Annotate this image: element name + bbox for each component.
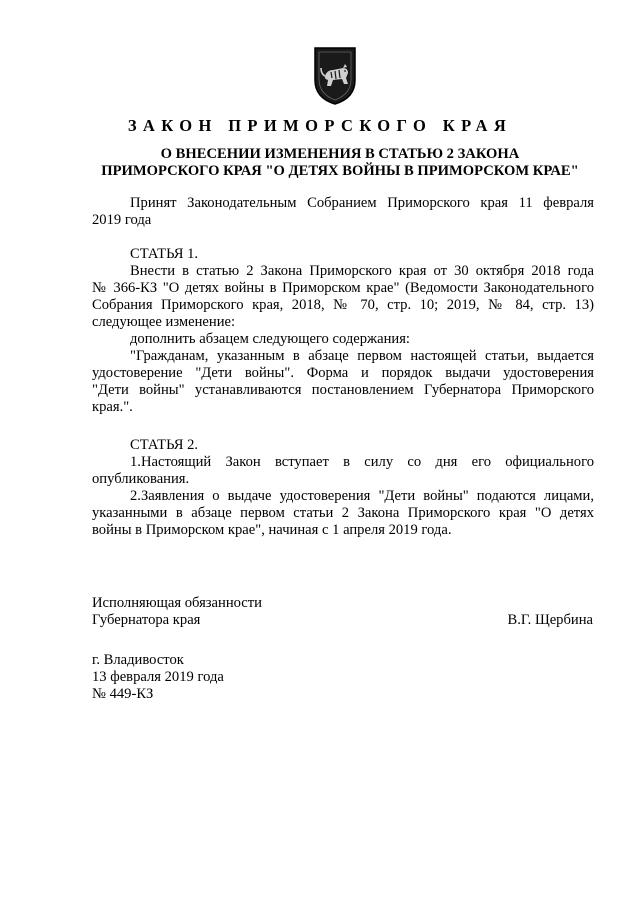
subtitle-line: О ВНЕСЕНИИ ИЗМЕНЕНИЯ В СТАТЬЮ 2 ЗАКОНА xyxy=(160,146,520,162)
article-text-line: края.". xyxy=(92,399,133,415)
adoption-line: 2019 года xyxy=(92,212,152,228)
article-text-line: "Гражданам, указанным в абзаце первом настоящей статьи, выдается xyxy=(130,348,594,364)
law-title: ЗАКОН ПРИМОРСКОГО КРАЯ xyxy=(127,116,513,135)
primorsky-krai-coat-of-arms-icon xyxy=(313,46,357,106)
adoption-line: Принят Законодательным Собранием Приморского края 11 февраля xyxy=(130,195,594,211)
article-text-line: опубликования. xyxy=(92,471,190,487)
article-text-line: войны в Приморском крае", начиная с 1 апреля 2019 года. xyxy=(92,522,452,538)
footer-date: 13 февраля 2019 года xyxy=(92,669,224,685)
footer-city: г. Владивосток xyxy=(92,652,184,668)
subtitle-line: ПРИМОРСКОГО КРАЯ "О ДЕТЯХ ВОЙНЫ В ПРИМОРСКОМ КРАЕ" xyxy=(101,163,579,179)
law-subtitle xyxy=(60,146,620,180)
signature-position-line: Губернатора края xyxy=(92,612,201,628)
article-text-line: удостоверение "Дети войны". Форма и порядок выдачи удостоверения xyxy=(92,365,594,381)
article-text-line: указанными в абзаце первом статьи 2 Закона Приморского края "О детях xyxy=(92,505,594,521)
article-heading: СТАТЬЯ 1. xyxy=(130,246,199,262)
article-text-line: 2.Заявления о выдаче удостоверения "Дети войны" подаются лицами, xyxy=(130,488,594,504)
footer-law-number: № 449-КЗ xyxy=(92,686,154,702)
article-2 xyxy=(92,437,594,539)
article-text-line: Собрания Приморского края, 2018, № 70, стр. 10; 2019, № 84, стр. 13) xyxy=(92,297,594,313)
article-text-line: "Дети войны" устанавливаются постановлением Губернатора Приморского xyxy=(92,382,594,398)
article-1 xyxy=(92,246,594,416)
article-text-line: Внести в статью 2 Закона Приморского края от 30 октября 2018 года xyxy=(130,263,594,279)
signature-position-line: Исполняющая обязанности xyxy=(92,595,262,611)
article-text-line: № 366-КЗ "О детях войны в Приморском крае" (Ведомости Законодательного xyxy=(92,280,594,296)
article-text-line: дополнить абзацем следующего содержания: xyxy=(130,331,410,347)
document-footer xyxy=(92,652,594,703)
article-text-line: следующее изменение: xyxy=(92,314,236,330)
signatory-name: В.Г. Щербина xyxy=(507,612,593,628)
article-heading: СТАТЬЯ 2. xyxy=(130,437,199,453)
adoption-note xyxy=(92,195,594,229)
article-text-line: 1.Настоящий Закон вступает в силу со дня его официального xyxy=(130,454,594,470)
